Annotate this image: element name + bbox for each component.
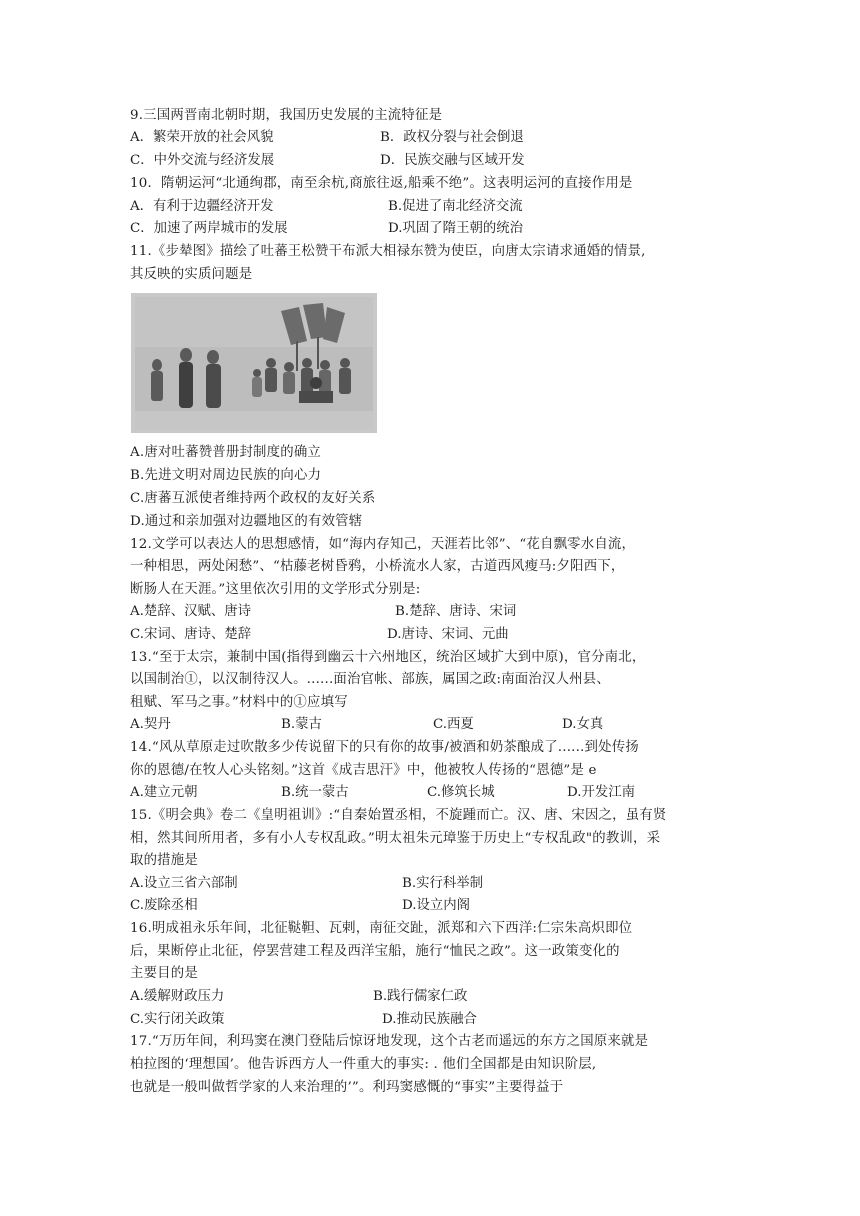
bunian-tu-painting-image xyxy=(131,293,377,433)
question-12-option-c: C.宋词、唐诗、楚辞 xyxy=(130,627,252,642)
question-15-stem-line-2: 相，然其间所用者，多有小人专权乱政。”明太祖朱元璋鉴于历史上“专权乱政"的教训，采 xyxy=(130,831,661,846)
question-13-option-b: B.蒙古 xyxy=(281,717,322,732)
question-11-option-a: A.唐对吐蕃赞普册封制度的确立 xyxy=(130,445,322,460)
question-12-stem-line-1: 12.文学可以表达人的思想感情，如“海内存知己，天涯若比邻”、“花自飘零水自流， xyxy=(130,537,636,552)
question-13-option-d: D.女真 xyxy=(562,717,604,732)
question-17-stem-line-3: 也就是一般叫做哲学家的人来治理的’”。利玛窦感慨的“事实”主要得益于 xyxy=(130,1080,564,1095)
question-16-option-c: C.实行闭关政策 xyxy=(130,1012,225,1027)
question-10-option-a: A．有利于边疆经济开发 xyxy=(130,199,274,214)
question-9-option-d: D．民族交融与区域开发 xyxy=(380,153,525,168)
question-11-option-c: C.唐蕃互派使者维持两个政权的友好关系 xyxy=(130,491,376,506)
question-17-stem-line-1: 17.“万历年间，利玛窦在澳门登陆后惊讶地发现，这个古老而遥远的东方之国原来就是 xyxy=(130,1034,649,1049)
question-13-stem-line-1: 13.“至于太宗，兼制中国(指得到幽云十六州地区，统治区域扩大到中原)，官分南北， xyxy=(130,650,646,665)
question-10-stem: 10．隋朝运河“北通绚郡，南至余杭,商旅往返,船乘不绝”。这表明运河的直接作用是 xyxy=(130,176,633,191)
question-11-stem-line-1: 11.《步辇图》描绘了吐蕃王松赞干布派大相禄东赞为使臣，向唐太宗请求通婚的情景, xyxy=(130,244,646,259)
question-10-option-d: D.巩固了隋王朝的统治 xyxy=(388,221,524,236)
question-9-option-a: A．繁荣开放的社会风貌 xyxy=(130,130,274,145)
question-16-option-d: D.推动民族融合 xyxy=(382,1012,477,1027)
question-15-option-d: D.设立内阁 xyxy=(402,898,471,913)
question-13-stem-line-2: 以国制治①，以汉制待汉人。......面治官帐、部族，属国之政:南面治汉人州县、 xyxy=(130,672,610,687)
question-14-option-b: B.统一蒙古 xyxy=(281,785,349,800)
question-16-stem-line-2: 后，果断停止北征，停罢营建工程及西洋宝船，施行“恤民之政”。这一政策变化的 xyxy=(130,944,620,959)
question-11-option-d: D.通过和亲加强对边疆地区的有效管辖 xyxy=(130,514,363,529)
question-15-stem-line-3: 取的措施是 xyxy=(130,853,198,868)
question-15-stem-line-1: 15.《明会典》卷二《皇明祖训》:“自秦始置丞相，不旋踵而亡。汉、唐、宋因之，虽有贤 xyxy=(130,808,667,823)
question-15-option-c: C.废除丞相 xyxy=(130,898,198,913)
question-14-option-a: A.建立元朝 xyxy=(130,785,198,800)
question-16-option-a: A.缓解财政压力 xyxy=(130,989,225,1004)
question-13-stem-line-3: 租赋、军马之事。”材料中的①应填写 xyxy=(130,695,348,710)
question-12-option-a: A.楚辞、汉赋、唐诗 xyxy=(130,604,252,619)
question-16-stem-line-3: 主要目的是 xyxy=(130,966,198,981)
question-11-stem-line-2: 其反映的实质问题是 xyxy=(130,267,253,282)
question-12-option-d: D.唐诗、宋词、元曲 xyxy=(387,627,509,642)
question-9-stem: 9.三国两晋南北朝时期，我国历史发展的主流特征是 xyxy=(130,108,443,123)
question-9-option-b: B．政权分裂与社会倒退 xyxy=(380,130,524,145)
question-15-option-b: B.实行科举制 xyxy=(402,876,484,891)
question-11-option-b: B.先进文明对周边民族的向心力 xyxy=(130,468,322,483)
question-14-stem-line-2: 你的恩德/在牧人心头铭刻。”这首《成吉思汗》中，他被牧人传扬的“恩德”是 e xyxy=(130,763,597,778)
question-12-stem-line-2: 一种相思，两处闲愁”、“枯藤老树昏鸦，小桥流水人家，古道西风瘦马:夕阳西下， xyxy=(130,559,625,574)
question-9-option-c: C．中外交流与经济发展 xyxy=(130,153,275,168)
question-13-option-a: A.契丹 xyxy=(130,717,171,732)
question-13-option-c: C.西夏 xyxy=(433,717,474,732)
question-12-stem-line-3: 断肠人在天涯。”这里依次引用的文学形式分别是: xyxy=(130,582,421,597)
question-15-option-a: A.设立三省六部制 xyxy=(130,876,238,891)
question-14-option-c: C.修筑长城 xyxy=(427,785,495,800)
question-10-option-b: B.促进了南北经济交流 xyxy=(388,199,523,214)
question-10-option-c: C．加速了两岸城市的发展 xyxy=(130,221,288,236)
question-17-stem-line-2: 柏拉图的‘理想国’。他告诉西方人一件重大的事实: . 他们全国都是由知识阶层, xyxy=(130,1057,597,1072)
question-16-option-b: B.践行儒家仁政 xyxy=(373,989,468,1004)
question-14-option-d: D.开发江南 xyxy=(567,785,636,800)
question-14-stem-line-1: 14.“风从草原走过吹散多少传说留下的只有你的故事/被酒和奶茶酿成了......到处传扬 xyxy=(130,740,639,755)
question-12-option-b: B.楚辞、唐诗、宋词 xyxy=(395,604,517,619)
question-16-stem-line-1: 16.明成祖永乐年间，北征鞑靼、瓦剌，南征交趾，派郑和六下西洋:仁宗朱高炽即位 xyxy=(130,921,633,936)
